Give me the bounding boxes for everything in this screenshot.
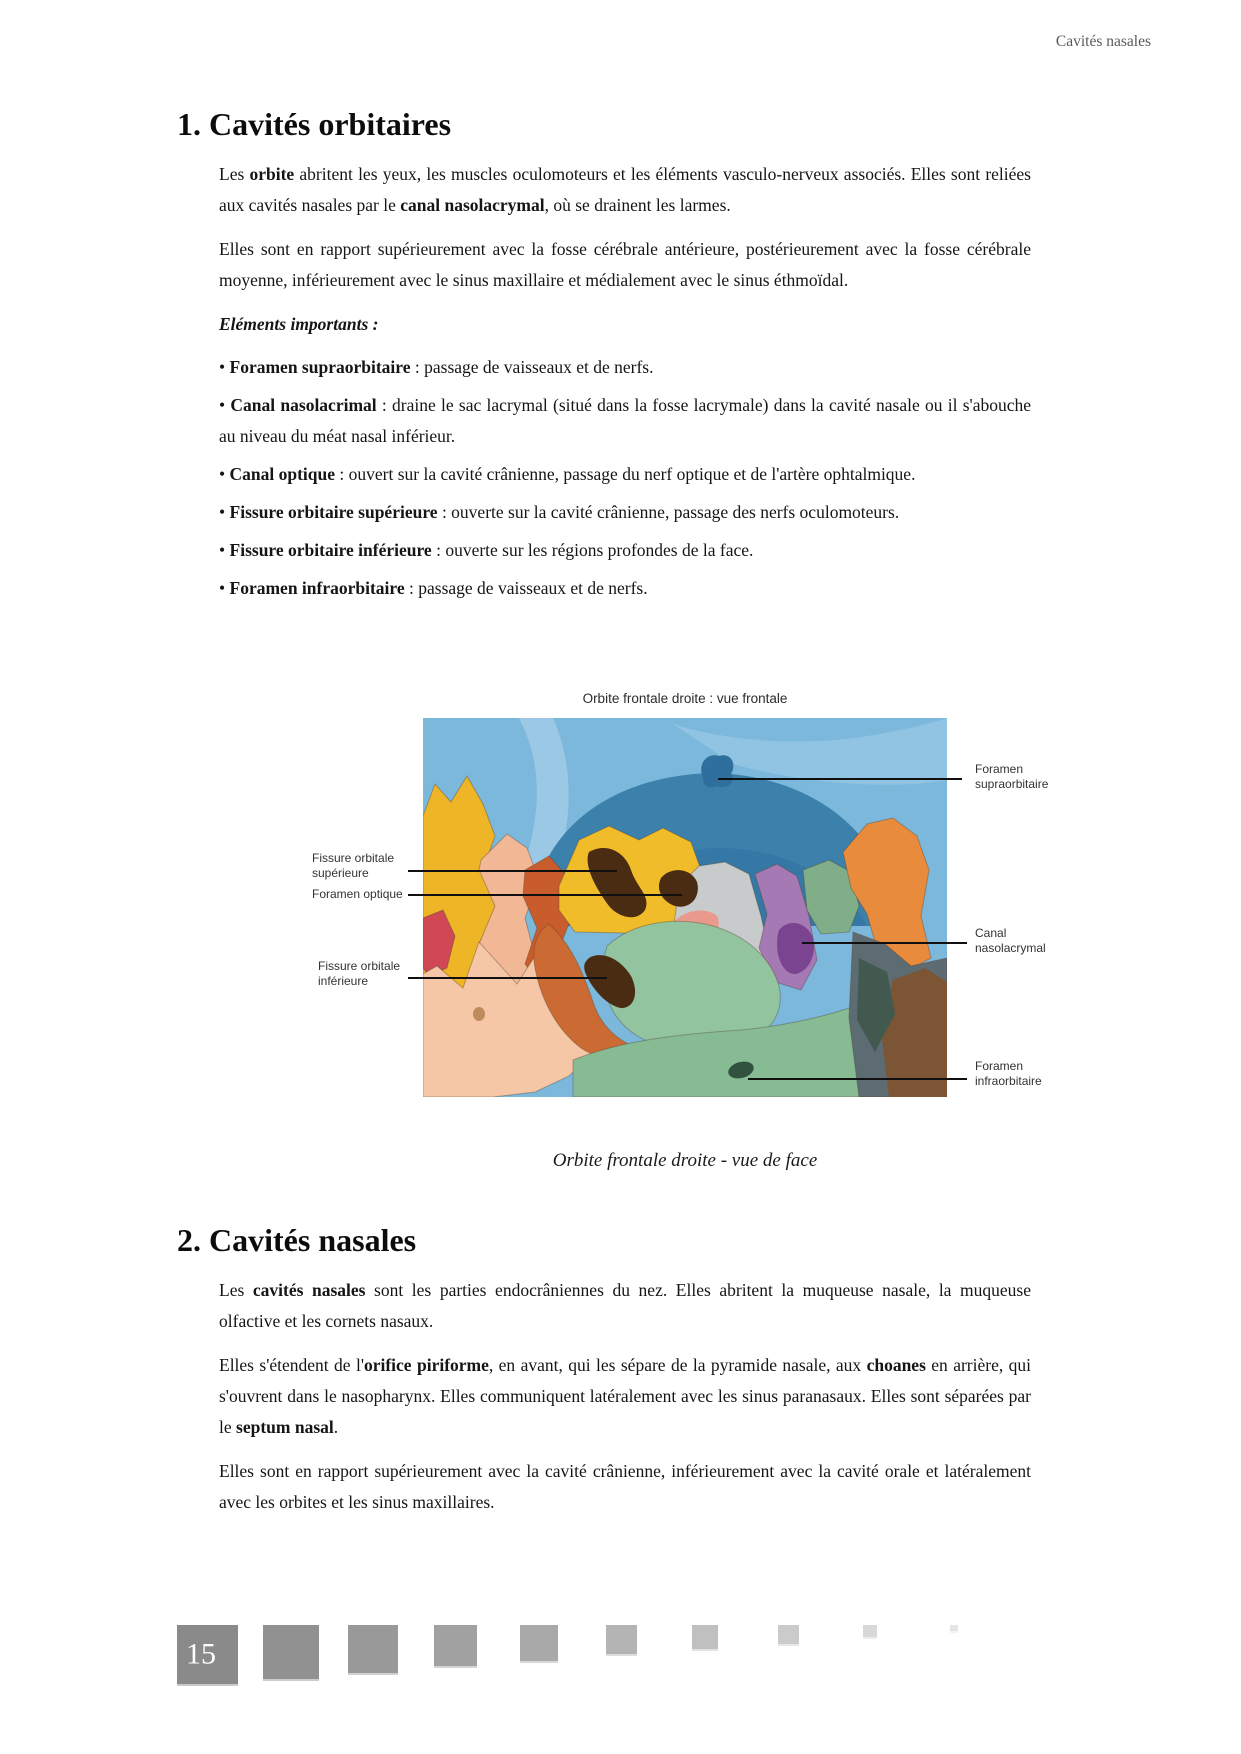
section-cavites-orbitaires xyxy=(177,106,1031,611)
footer xyxy=(0,1625,1241,1695)
page-number: 15 xyxy=(186,1637,216,1671)
paragraph: Elles sont en rapport supérieurement avec la cavité crânienne, inférieurement avec la cavité orale et latéralement avec les orbites et les sinus maxillaires. xyxy=(219,1461,1031,1512)
leader-line-foramen-supraorbitaire xyxy=(718,778,962,780)
leader-line-fissure-orbitale-superieure xyxy=(408,870,617,872)
figure-label-fissure-orbitale-inferieure: Fissure orbitale inférieure xyxy=(318,959,401,988)
section-1-title: 1. Cavités orbitaires xyxy=(177,106,452,142)
bullet-item: • Foramen supraorbitaire : passage de vaisseaux et de nerfs. xyxy=(219,357,654,377)
figure-title: Orbite frontale droite : vue frontale xyxy=(582,691,788,706)
footer-square xyxy=(348,1625,398,1675)
footer-square xyxy=(863,1625,877,1639)
section-2-title: 2. Cavités nasales xyxy=(177,1222,417,1258)
foramen-supraorbitaire-spot xyxy=(701,755,733,787)
leader-line-foramen-infraorbitaire xyxy=(748,1078,967,1080)
figure-label-fissure-orbitale-superieure: Fissure orbitale supérieure xyxy=(312,851,395,880)
bullet-item: • Fissure orbitaire inférieure : ouverte sur les régions profondes de la face. xyxy=(219,540,754,560)
elements-importants-heading: Eléments importants : xyxy=(219,314,379,334)
footer-square xyxy=(692,1625,718,1651)
paragraph: Elles s'étendent de l'orifice piriforme, en avant, qui les sépare de la pyramide nasale, aux choanes en arrière, qui s'ouvrent dans le nasopharynx. Elles communiquent latéralement avec les sinus paranasaux. Elles sont séparées par le septum nasal. xyxy=(219,1355,1031,1437)
footer-square xyxy=(434,1625,477,1668)
leader-line-fissure-orbitale-inferieure xyxy=(408,977,607,979)
figure-label-foramen-optique: Foramen optique xyxy=(312,887,403,901)
figure-label-foramen-supraorbitaire: Foramen supraorbitaire xyxy=(975,762,1049,791)
figure-label-canal-nasolacrymal: Canal nasolacrymal xyxy=(975,926,1046,955)
footer-square xyxy=(263,1625,319,1681)
paragraph: Les orbite abritent les yeux, les muscles oculomoteurs et les éléments vasculo-nerveux associés. Elles sont reliées aux cavités nasales par le canal nasolacrymal, où se drainent les larmes. xyxy=(219,164,1031,215)
bullet-item: • Canal nasolacrimal : draine le sac lacrymal (situé dans la fosse lacrymale) dans la cavité nasale ou il s'abouche au niveau du méat nasal inférieur. xyxy=(219,395,1031,446)
bullet-item: • Foramen infraorbitaire : passage de vaisseaux et de nerfs. xyxy=(219,578,648,598)
bullet-item: • Canal optique : ouvert sur la cavité crânienne, passage du nerf optique et de l'artère ophtalmique. xyxy=(219,464,916,484)
figure-label-foramen-infraorbitaire: Foramen infraorbitaire xyxy=(975,1059,1042,1088)
bone-hole xyxy=(473,1007,485,1021)
page-number-box xyxy=(177,1625,238,1686)
paragraph: Elles sont en rapport supérieurement avec la fosse cérébrale antérieure, postérieurement avec la fosse cérébrale moyenne, inférieurement avec le sinus maxillaire et médialement avec le sinus éthmoïdal. xyxy=(219,239,1031,290)
footer-square xyxy=(606,1625,637,1656)
figure-caption: Orbite frontale droite - vue de face xyxy=(552,1150,818,1171)
section-cavites-nasales xyxy=(177,1222,1031,1531)
paragraph: Les cavités nasales sont les parties endocrâniennes du nez. Elles abritent la muqueuse nasale, la muqueuse olfactive et les cornets nasaux. xyxy=(219,1280,1031,1331)
bullet-item: • Fissure orbitaire supérieure : ouverte sur la cavité crânienne, passage des nerfs oculomoteurs. xyxy=(219,502,900,522)
leader-line-foramen-optique xyxy=(408,894,682,896)
footer-square xyxy=(950,1625,958,1633)
leader-line-canal-nasolacrymal xyxy=(802,942,967,944)
footer-square xyxy=(520,1625,558,1663)
footer-square xyxy=(778,1625,799,1646)
orbit-anatomy-illustration xyxy=(423,718,947,1097)
running-header: Cavités nasales xyxy=(1055,33,1151,50)
